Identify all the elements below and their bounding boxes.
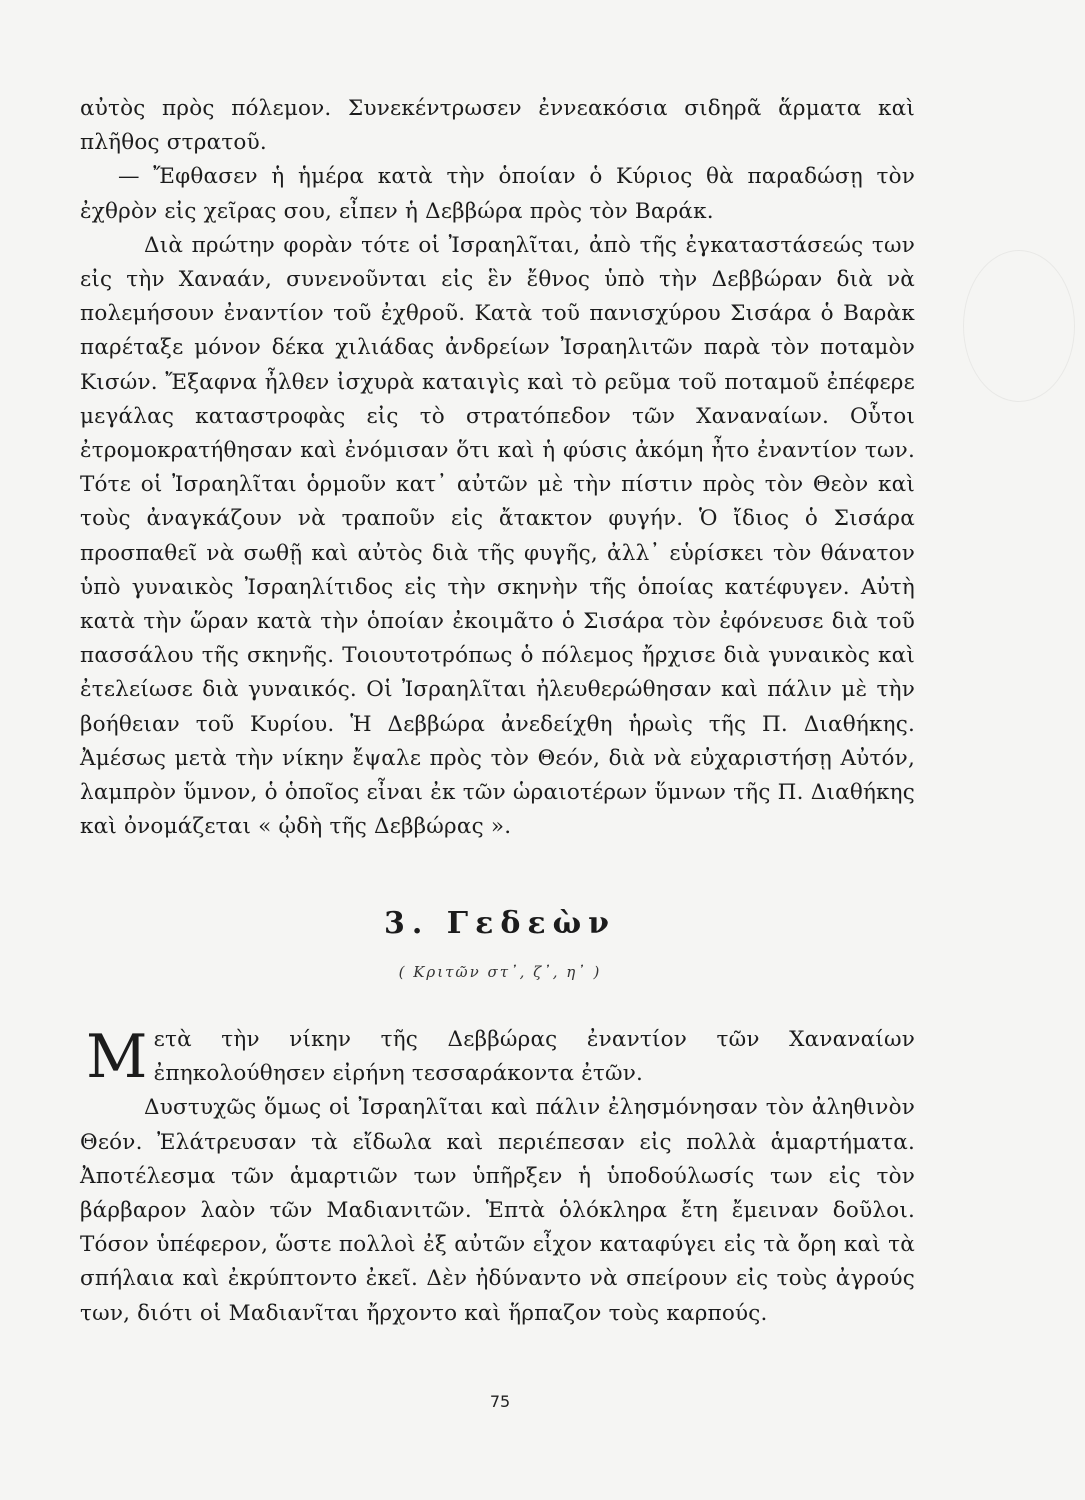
bleed-through-stamp: [963, 250, 1075, 402]
chapter-subtitle: ( Κριτῶν στ᾽, ζ᾽, η᾽ ): [398, 963, 602, 981]
paragraph-continuation: αὐτὸς πρὸς πόλεμον. Συνεκέντρωσεν ἐννεακόσια σιδηρᾶ ἅρματα καὶ πλῆθος στρατοῦ.: [80, 96, 915, 156]
chapter-title: 3. Γεδεὼν: [384, 906, 616, 941]
paragraph-battle: Διὰ πρώτην φορὰν τότε οἱ Ἰσραηλῖται, ἀπὸ τῆς ἐγκαταστάσεώς των εἰς τὴν Χαναάν, συνενοῦνται εἰς ἓν ἔθνος ὑπὸ τὴν Δεββώραν διὰ νὰ πολεμήσουν ἐναντίον τοῦ ἐχθροῦ. Κατὰ τοῦ πανισχύρου Σισάρα ὁ Βαρὰκ παρέταξε μόνον δέκα χιλιάδας ἀνδρείων Ἰσραηλιτῶν παρὰ τὸν ποταμὸν Κισών. Ἔξαφνα ἦλθεν ἰσχυρὰ καταιγὶς καὶ τὸ ρεῦμα τοῦ ποταμοῦ ἐπέφερε μεγάλας καταστροφὰς εἰς τὸ στρατόπεδον τῶν Χαναναίων. Οὗτοι ἐτρομοκρατήθησαν καὶ ἐνόμισαν ὅτι καὶ ἡ φύσις ἀκόμη ἦτο ἐναντίον των. Τότε οἱ Ἰσραηλῖται ὁρμοῦν κατ᾽ αὐτῶν μὲ τὴν πίστιν πρὸς τὸν Θεὸν καὶ τοὺς ἀναγκάζουν νὰ τραποῦν εἰς ἄτακτον φυγήν. Ὁ ἴδιος ὁ Σισάρα προσπαθεῖ νὰ σωθῇ καὶ αὐτὸς διὰ τῆς φυγῆς, ἀλλ᾽ εὑρίσκει τὸν θάνατον ὑπὸ γυναικὸς Ἰσραηλίτιδος εἰς τὴν σκηνὴν τῆς ὁποίας κατέφυγεν. Αὐτὴ κατὰ τὴν ὥραν κατὰ τὴν ὁποίαν ἐκοιμᾶτο ὁ Σισάρα τὸν ἐφόνευσε διὰ τοῦ πασσάλου τῆς σκηνῆς. Τοιουτοτρόπως ὁ πόλεμος ἤρχισε διὰ γυναικὸς καὶ ἐτελείωσε διὰ γυναικός. Οἱ Ἰσραηλῖται ἠλευθερώθησαν καὶ πάλιν μὲ τὴν βοήθειαν τοῦ Κυρίου. Ἡ Δεββώρα ἀνεδείχθη ἡρωὶς τῆς Π. Διαθήκης. Ἀμέσως μετὰ τὴν νίκην ἔψαλε πρὸς τὸν Θεόν, διὰ νὰ εὐχαριστήσῃ Αὐτόν, λαμπρὸν ὕμνον, ὁ ὁποῖος εἶναι ἐκ τῶν ὡραιοτέρων ὕμνων τῆς Π. Διαθήκης καὶ ὀνομάζεται « ᾠδὴ τῆς Δεββώρας ».: [80, 232, 915, 840]
text-block-bottom: [80, 1023, 915, 1331]
paragraph-oppression: Δυστυχῶς ὅμως οἱ Ἰσραηλῖται καὶ πάλιν ἐλησμόνησαν τὸν ἀληθινὸν Θεόν. Ἐλάτρευσαν τὰ εἴδωλα καὶ περιέπεσαν εἰς πολλὰ ἁμαρτήματα. Ἀποτέλεσμα τῶν ἁμαρτιῶν των ὑπῆρξεν ἡ ὑποδούλωσίς των εἰς τὸν βάρβαρον λαὸν τῶν Μαδιανιτῶν. Ἑπτὰ ὁλόκληρα ἔτη ἔμειναν δοῦλοι. Τόσον ὑπέφερον, ὥστε πολλοὶ ἐξ αὐτῶν εἶχον καταφύγει εἰς τὰ ὄρη καὶ τὰ σπήλαια καὶ ἐκρύπτοντο ἐκεῖ. Δὲν ἠδύναντο νὰ σπείρουν εἰς τοὺς ἀγρούς των, διότι οἱ Μαδιανῖται ἤρχοντο καὶ ἥρπαζον τοὺς καρπούς.: [80, 1095, 915, 1326]
paragraph-opening: [80, 1023, 915, 1091]
page-number: 75: [489, 1392, 511, 1411]
drop-cap: Μ: [86, 1022, 148, 1092]
text-block-top: [80, 92, 915, 844]
paragraph-dialogue: — Ἔφθασεν ἡ ἡμέρα κατὰ τὴν ὁποίαν ὁ Κύριος θὰ παραδώσῃ τὸν ἐχθρὸν εἰς χεῖρας σου, εἶπεν ἡ Δεββώρα πρὸς τὸν Βαράκ.: [80, 164, 915, 224]
paragraph-opening-text: ετὰ τὴν νίκην τῆς Δεββώρας ἐναντίον τῶν Χαναναίων ἐπηκολούθησεν εἰρήνη τεσσαράκοντα ἐτῶν.: [153, 1027, 915, 1087]
